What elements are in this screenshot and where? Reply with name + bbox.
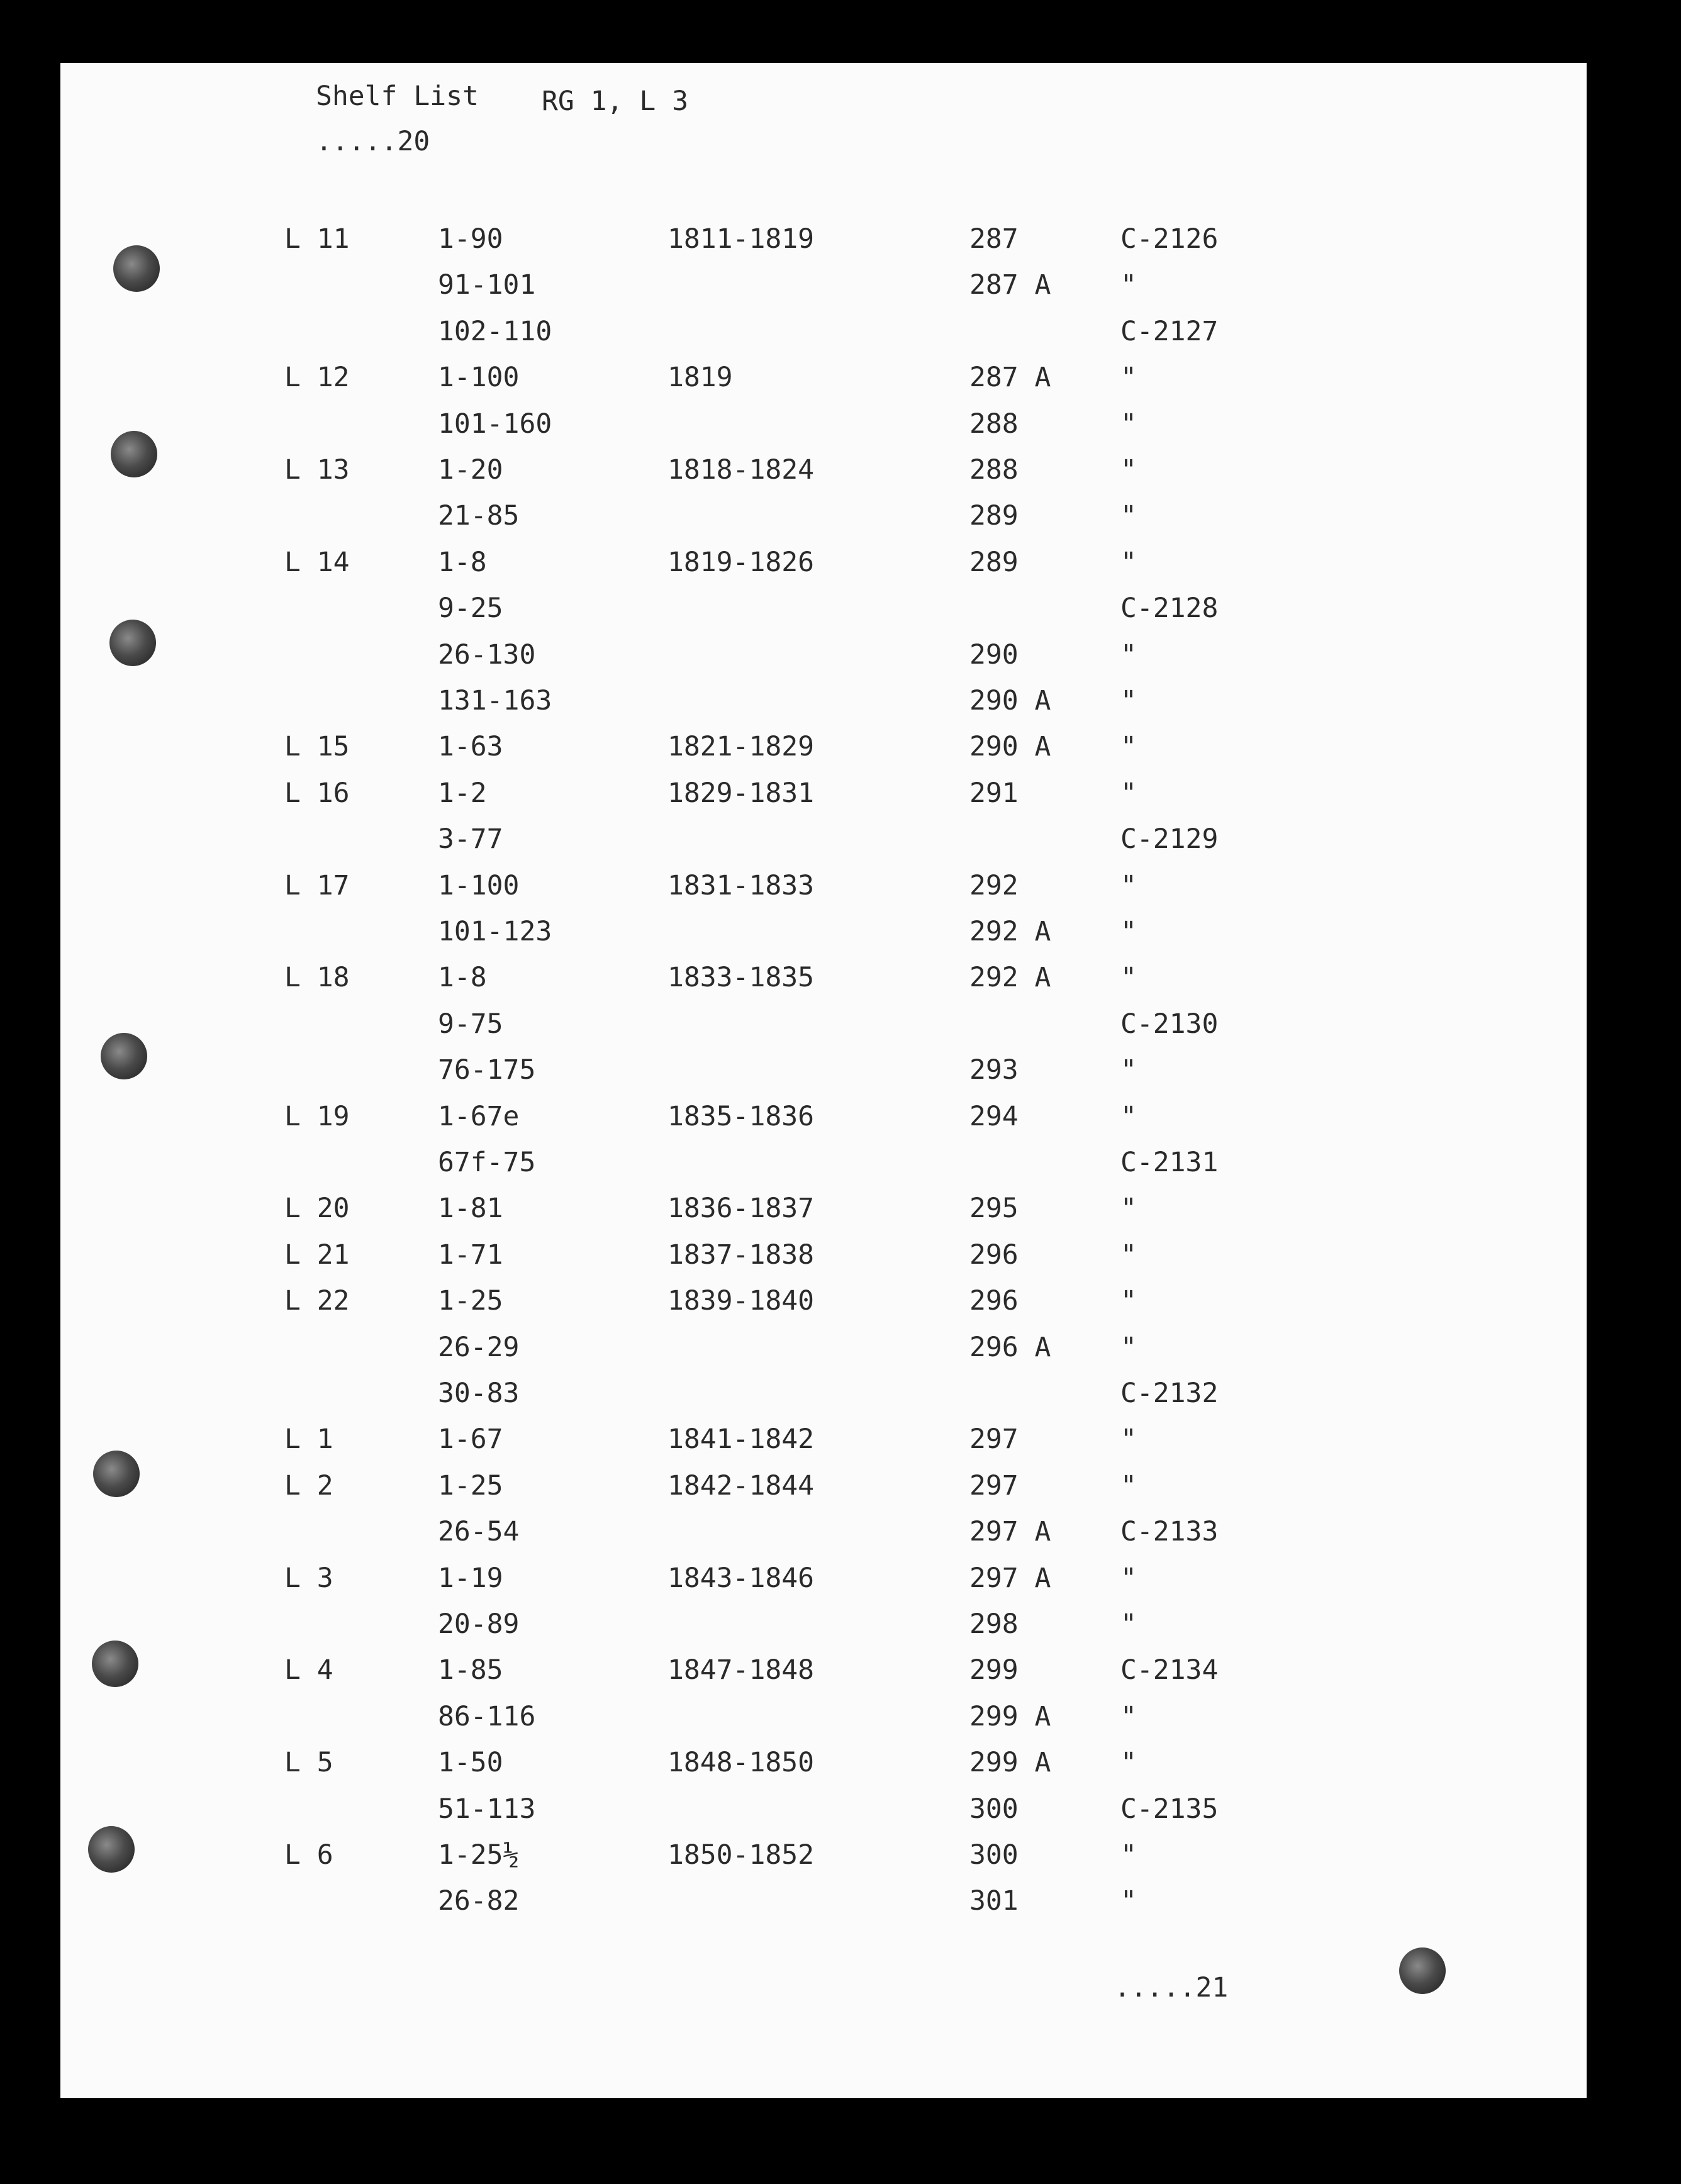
table-row bbox=[60, 547, 1587, 593]
folder-range: 26-82 bbox=[438, 1885, 520, 1917]
box-number: L 12 bbox=[284, 362, 350, 394]
volume-number: 289 bbox=[969, 500, 1019, 532]
box-number: L 17 bbox=[284, 869, 350, 901]
folder-range: 1-19 bbox=[438, 1562, 503, 1594]
table-row bbox=[60, 1101, 1587, 1147]
folder-range: 30-83 bbox=[438, 1378, 520, 1409]
table-row bbox=[60, 1608, 1587, 1654]
table-row bbox=[60, 1516, 1587, 1562]
table-row bbox=[60, 1839, 1587, 1885]
microfilm-roll: C-2127 bbox=[1120, 315, 1219, 347]
folder-range: 67f-75 bbox=[438, 1147, 536, 1178]
volume-number: 297 bbox=[969, 1469, 1019, 1502]
date-range: 1848-1850 bbox=[667, 1747, 814, 1779]
table-row bbox=[60, 639, 1587, 685]
table-row bbox=[60, 408, 1587, 454]
microfilm-roll: " bbox=[1120, 1054, 1137, 1086]
box-number: L 3 bbox=[284, 1562, 333, 1594]
table-row bbox=[60, 362, 1587, 408]
microfilm-roll: C-2134 bbox=[1120, 1654, 1219, 1686]
table-row bbox=[60, 1378, 1587, 1424]
table-row bbox=[60, 1701, 1587, 1747]
table-row bbox=[60, 500, 1587, 546]
table-row bbox=[60, 1470, 1587, 1516]
folder-range: 101-123 bbox=[438, 916, 552, 947]
microfilm-roll: " bbox=[1120, 269, 1137, 301]
microfilm-roll: C-2135 bbox=[1120, 1793, 1219, 1825]
microfilm-roll: C-2131 bbox=[1120, 1147, 1219, 1178]
volume-number: 299 bbox=[969, 1654, 1019, 1686]
volume-number: 300 bbox=[969, 1839, 1019, 1871]
table-row bbox=[60, 1563, 1587, 1608]
microfilm-roll: " bbox=[1120, 1285, 1137, 1317]
microfilm-roll: " bbox=[1120, 1469, 1137, 1502]
microfilm-roll: " bbox=[1120, 1608, 1137, 1640]
box-number: L 5 bbox=[284, 1747, 333, 1779]
date-range: 1837-1838 bbox=[667, 1239, 814, 1271]
date-range: 1819-1826 bbox=[667, 546, 814, 578]
folder-range: 1-85 bbox=[438, 1654, 503, 1686]
date-range: 1836-1837 bbox=[667, 1193, 814, 1225]
volume-number: 290 A bbox=[969, 731, 1051, 763]
shelf-list-page bbox=[60, 63, 1587, 2098]
table-row bbox=[60, 1054, 1587, 1100]
microfilm-roll: " bbox=[1120, 454, 1137, 486]
volume-number: 292 A bbox=[969, 962, 1051, 994]
volume-number: 297 bbox=[969, 1424, 1019, 1456]
microfilm-roll: " bbox=[1120, 1885, 1137, 1917]
volume-number: 299 A bbox=[969, 1700, 1051, 1732]
table-row bbox=[60, 916, 1587, 962]
volume-number: 294 bbox=[969, 1100, 1019, 1132]
folder-range: 1-25 bbox=[438, 1285, 503, 1317]
volume-number: 296 bbox=[969, 1239, 1019, 1271]
microfilm-roll: " bbox=[1120, 362, 1137, 394]
table-row bbox=[60, 1654, 1587, 1700]
table-row bbox=[60, 962, 1587, 1008]
volume-number: 290 bbox=[969, 638, 1019, 671]
volume-number: 287 bbox=[969, 223, 1019, 255]
folder-range: 1-8 bbox=[438, 546, 487, 578]
list-title: Shelf List bbox=[316, 81, 479, 112]
microfilm-roll: C-2126 bbox=[1120, 223, 1219, 255]
microfilm-roll: " bbox=[1120, 869, 1137, 901]
folder-range: 1-8 bbox=[438, 962, 487, 994]
box-number: L 18 bbox=[284, 962, 350, 994]
date-range: 1831-1833 bbox=[667, 869, 814, 901]
box-number: L 2 bbox=[284, 1469, 333, 1502]
box-number: L 14 bbox=[284, 546, 350, 578]
microfilm-roll: " bbox=[1120, 1747, 1137, 1779]
microfilm-roll: " bbox=[1120, 1424, 1137, 1456]
table-row bbox=[60, 1793, 1587, 1839]
box-number: L 19 bbox=[284, 1100, 350, 1132]
microfilm-roll: " bbox=[1120, 962, 1137, 994]
microfilm-roll: " bbox=[1120, 731, 1137, 763]
table-row bbox=[60, 223, 1587, 269]
date-range: 1835-1836 bbox=[667, 1100, 814, 1132]
table-row bbox=[60, 823, 1587, 869]
folder-range: 76-175 bbox=[438, 1054, 536, 1086]
punch-hole bbox=[1399, 1947, 1446, 1994]
table-row bbox=[60, 870, 1587, 916]
date-range: 1841-1842 bbox=[667, 1424, 814, 1456]
microfilm-roll: C-2132 bbox=[1120, 1378, 1219, 1409]
microfilm-roll: " bbox=[1120, 546, 1137, 578]
box-number: L 22 bbox=[284, 1285, 350, 1317]
volume-number: 298 bbox=[969, 1608, 1019, 1640]
microfilm-roll: " bbox=[1120, 777, 1137, 809]
continued-from-page: .....20 bbox=[316, 126, 430, 157]
volume-number: 296 bbox=[969, 1285, 1019, 1317]
folder-range: 1-90 bbox=[438, 223, 503, 255]
folder-range: 1-100 bbox=[438, 869, 520, 901]
table-row bbox=[60, 1285, 1587, 1331]
folder-range: 9-75 bbox=[438, 1008, 503, 1040]
date-range: 1829-1831 bbox=[667, 777, 814, 809]
date-range: 1843-1846 bbox=[667, 1562, 814, 1594]
folder-range: 3-77 bbox=[438, 823, 503, 855]
volume-number: 293 bbox=[969, 1054, 1019, 1086]
folder-range: 101-160 bbox=[438, 408, 552, 440]
table-row bbox=[60, 1424, 1587, 1469]
folder-range: 91-101 bbox=[438, 269, 536, 301]
table-row bbox=[60, 685, 1587, 731]
date-range: 1811-1819 bbox=[667, 223, 814, 255]
folder-range: 131-163 bbox=[438, 685, 552, 716]
volume-number: 287 A bbox=[969, 269, 1051, 301]
microfilm-roll: C-2128 bbox=[1120, 593, 1219, 625]
date-range: 1850-1852 bbox=[667, 1839, 814, 1871]
folder-range: 21-85 bbox=[438, 500, 520, 532]
table-row bbox=[60, 1239, 1587, 1285]
box-number: L 11 bbox=[284, 223, 350, 255]
table-row bbox=[60, 269, 1587, 315]
table-row bbox=[60, 1193, 1587, 1239]
box-number: L 16 bbox=[284, 777, 350, 809]
microfilm-roll: " bbox=[1120, 1562, 1137, 1594]
folder-range: 1-67 bbox=[438, 1424, 503, 1456]
microfilm-roll: " bbox=[1120, 1193, 1137, 1225]
folder-range: 86-116 bbox=[438, 1700, 536, 1732]
microfilm-roll: " bbox=[1120, 638, 1137, 671]
microfilm-roll: " bbox=[1120, 408, 1137, 440]
microfilm-roll: " bbox=[1120, 685, 1137, 716]
folder-range: 1-71 bbox=[438, 1239, 503, 1271]
volume-number: 297 A bbox=[969, 1516, 1051, 1548]
box-number: L 21 bbox=[284, 1239, 350, 1271]
table-row bbox=[60, 777, 1587, 823]
volume-number: 300 bbox=[969, 1793, 1019, 1825]
folder-range: 20-89 bbox=[438, 1608, 520, 1640]
microfilm-roll: C-2130 bbox=[1120, 1008, 1219, 1040]
table-row bbox=[60, 731, 1587, 777]
folder-range: 1-81 bbox=[438, 1193, 503, 1225]
folder-range: 1-50 bbox=[438, 1747, 503, 1779]
volume-number: 288 bbox=[969, 408, 1019, 440]
table-row bbox=[60, 1008, 1587, 1054]
microfilm-roll: " bbox=[1120, 1100, 1137, 1132]
volume-number: 301 bbox=[969, 1885, 1019, 1917]
record-group: RG 1, L 3 bbox=[542, 86, 688, 117]
microfilm-roll: " bbox=[1120, 1239, 1137, 1271]
microfilm-roll: " bbox=[1120, 1331, 1137, 1363]
date-range: 1847-1848 bbox=[667, 1654, 814, 1686]
date-range: 1818-1824 bbox=[667, 454, 814, 486]
box-number: L 20 bbox=[284, 1193, 350, 1225]
box-number: L 6 bbox=[284, 1839, 333, 1871]
microfilm-roll: " bbox=[1120, 1700, 1137, 1732]
table-row bbox=[60, 1747, 1587, 1793]
volume-number: 292 A bbox=[969, 916, 1051, 947]
folder-range: 1-2 bbox=[438, 777, 487, 809]
volume-number: 296 A bbox=[969, 1331, 1051, 1363]
folder-range: 9-25 bbox=[438, 593, 503, 625]
box-number: L 1 bbox=[284, 1424, 333, 1456]
folder-range: 1-63 bbox=[438, 731, 503, 763]
folder-range: 102-110 bbox=[438, 315, 552, 347]
date-range: 1819 bbox=[667, 362, 733, 394]
microfilm-roll: C-2129 bbox=[1120, 823, 1219, 855]
folder-range: 1-100 bbox=[438, 362, 520, 394]
volume-number: 297 A bbox=[969, 1562, 1051, 1594]
microfilm-roll: C-2133 bbox=[1120, 1516, 1219, 1548]
volume-number: 299 A bbox=[969, 1747, 1051, 1779]
box-number: L 15 bbox=[284, 731, 350, 763]
microfilm-roll: " bbox=[1120, 1839, 1137, 1871]
table-row bbox=[60, 1332, 1587, 1378]
volume-number: 291 bbox=[969, 777, 1019, 809]
volume-number: 292 bbox=[969, 869, 1019, 901]
folder-range: 1-67e bbox=[438, 1100, 520, 1132]
folder-range: 1-25 bbox=[438, 1469, 503, 1502]
table-row bbox=[60, 593, 1587, 638]
date-range: 1821-1829 bbox=[667, 731, 814, 763]
continued-to-page: .....21 bbox=[1114, 1972, 1229, 2003]
folder-range: 51-113 bbox=[438, 1793, 536, 1825]
volume-number: 289 bbox=[969, 546, 1019, 578]
date-range: 1833-1835 bbox=[667, 962, 814, 994]
volume-number: 287 A bbox=[969, 362, 1051, 394]
box-number: L 4 bbox=[284, 1654, 333, 1686]
table-row bbox=[60, 454, 1587, 500]
folder-range: 26-54 bbox=[438, 1516, 520, 1548]
table-row bbox=[60, 1147, 1587, 1193]
folder-range: 1-25½ bbox=[438, 1839, 520, 1871]
date-range: 1842-1844 bbox=[667, 1469, 814, 1502]
date-range: 1839-1840 bbox=[667, 1285, 814, 1317]
box-number: L 13 bbox=[284, 454, 350, 486]
microfilm-roll: " bbox=[1120, 916, 1137, 947]
table-row bbox=[60, 1885, 1587, 1931]
folder-range: 26-29 bbox=[438, 1331, 520, 1363]
folder-range: 1-20 bbox=[438, 454, 503, 486]
microfilm-roll: " bbox=[1120, 500, 1137, 532]
volume-number: 290 A bbox=[969, 685, 1051, 716]
volume-number: 295 bbox=[969, 1193, 1019, 1225]
volume-number: 288 bbox=[969, 454, 1019, 486]
table-row bbox=[60, 316, 1587, 362]
folder-range: 26-130 bbox=[438, 638, 536, 671]
